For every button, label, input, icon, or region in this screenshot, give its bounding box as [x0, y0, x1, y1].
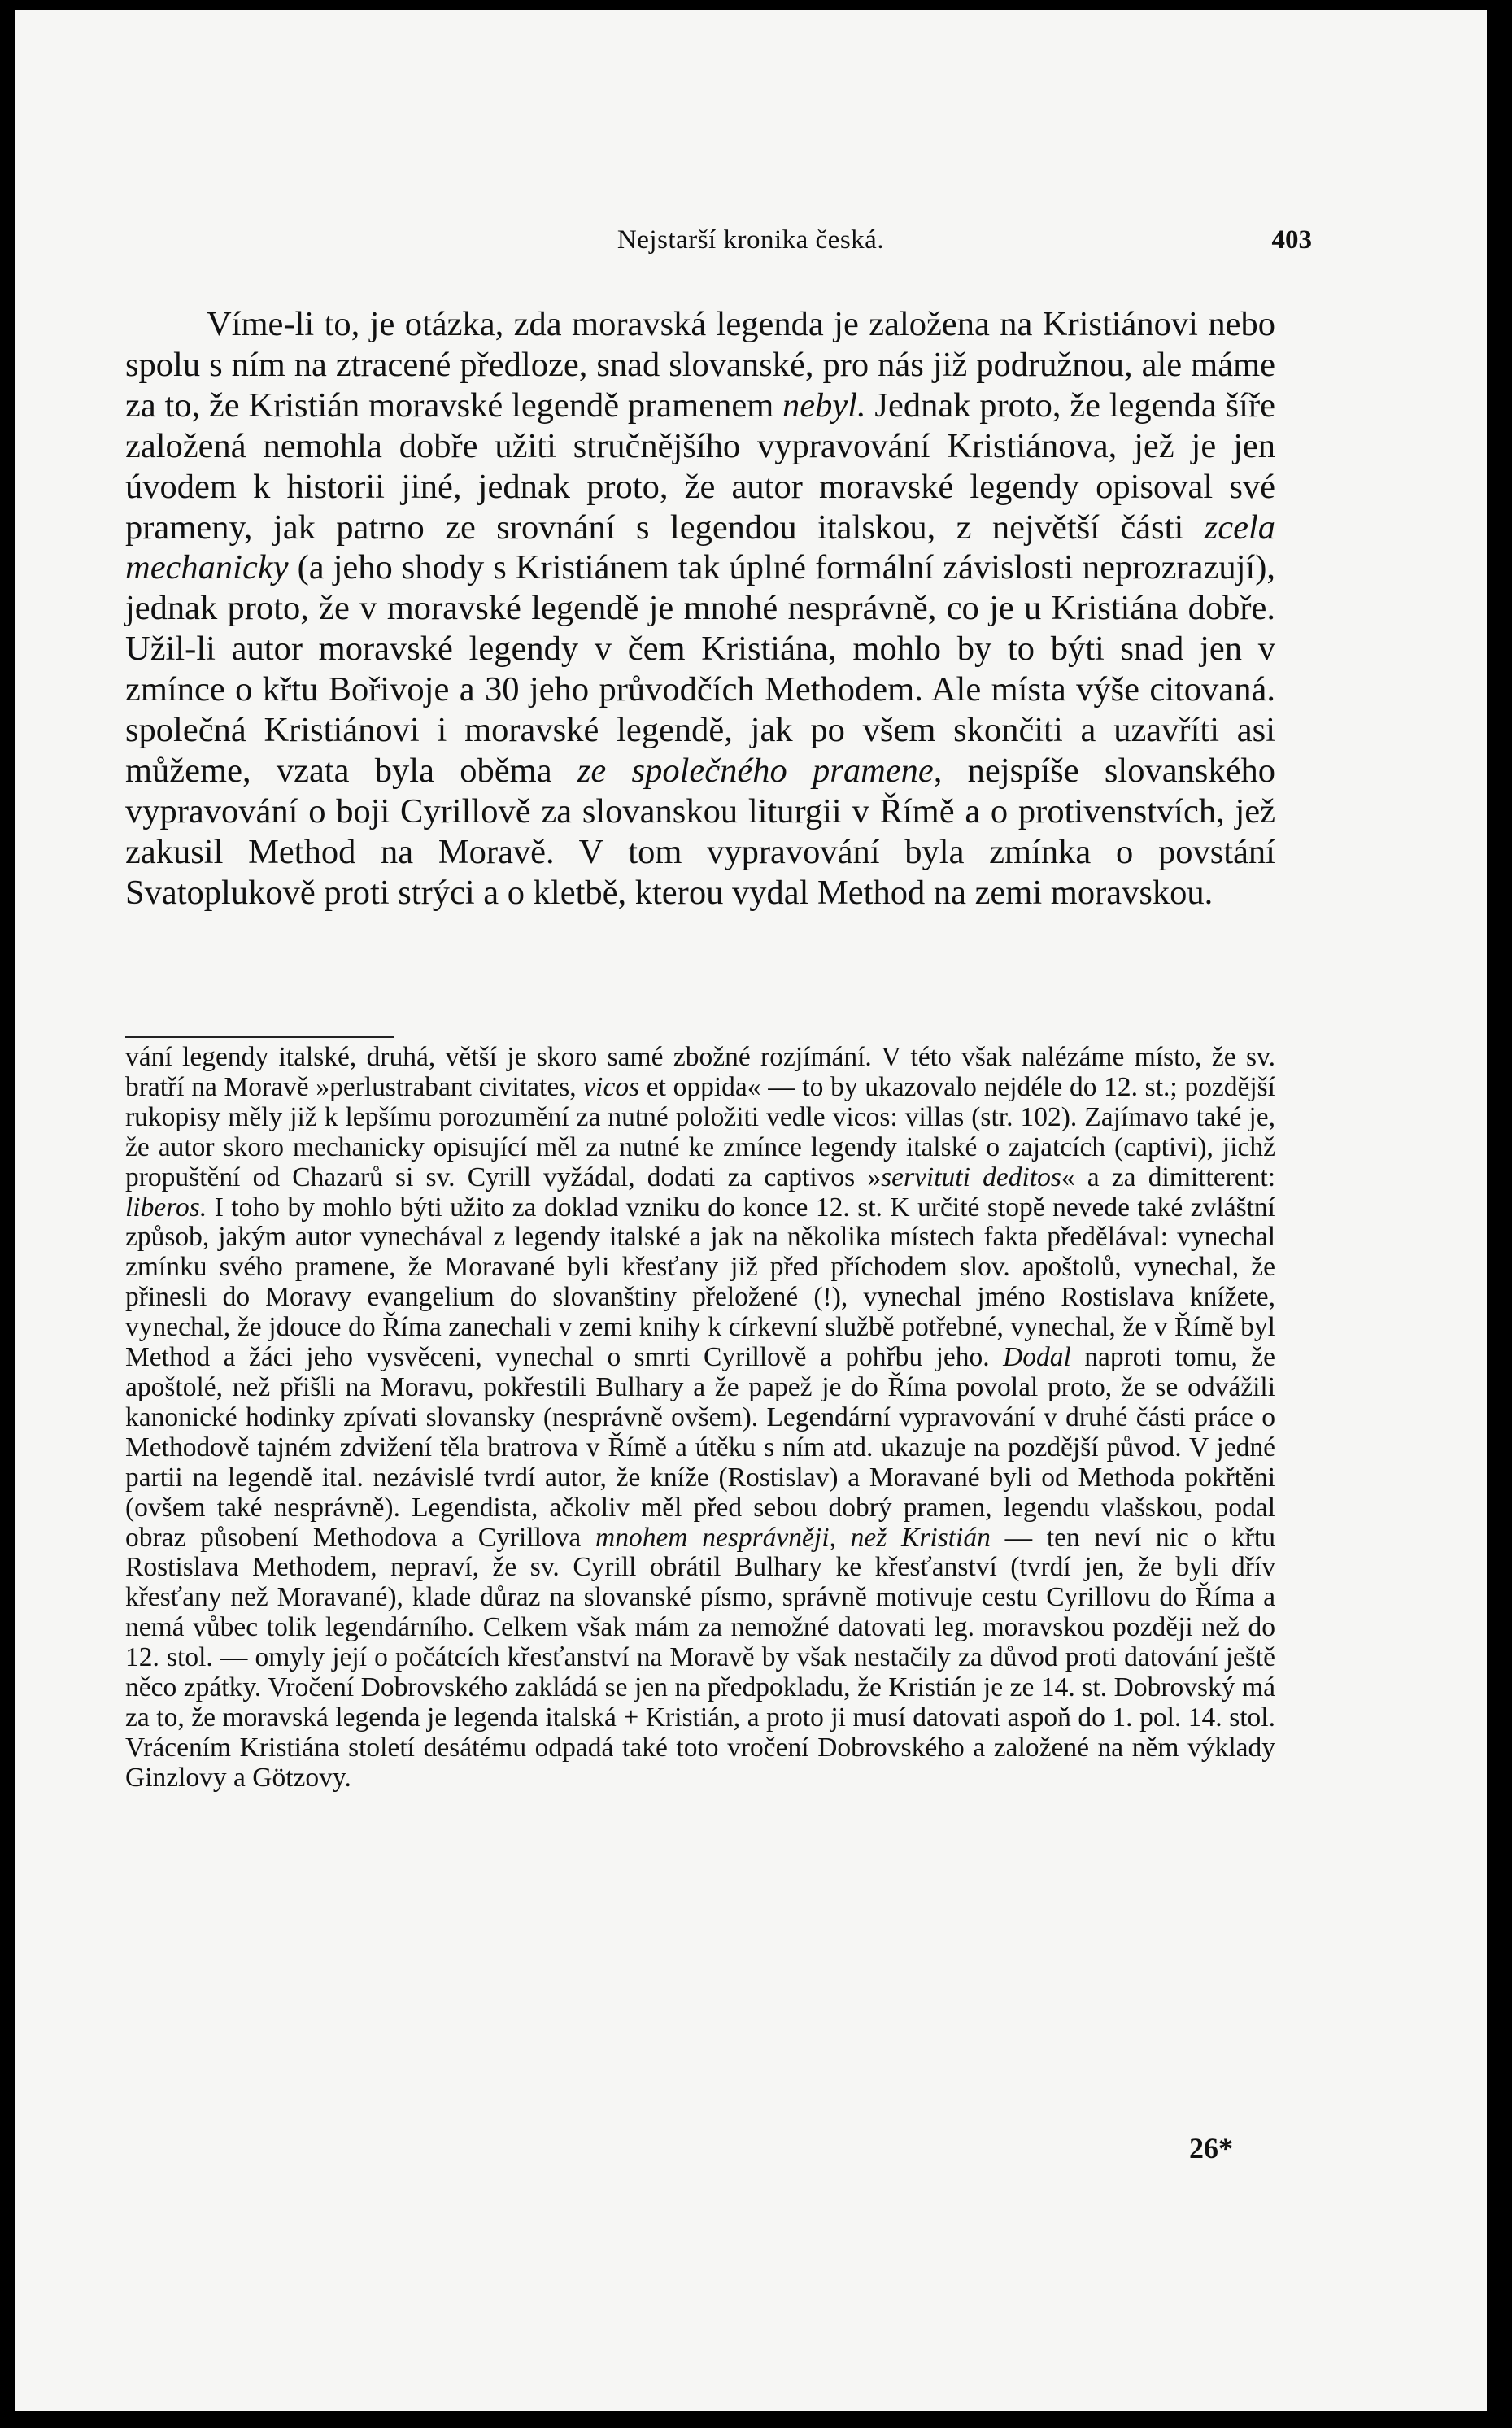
running-title: Nejstarší kronika česká. [617, 225, 885, 255]
footnote-paragraph [125, 1043, 1275, 1794]
text-run: — ten neví nic o křtu Rostislava Methodem, nepraví, že sv. Cyrill obrátil Bulhary ke křesťanství (tvrdí jen, že byli dřív křesťany než Moravané), klade důraz na slovanské písmo, správně motivuje cestu Cyrillovu do Říma a nemá vůbec tolik legendárního. Celkem však mám za nemožné datovati leg. moravskou později než do 12. stol. — omyly její o počátcích křesťanství na Moravě by však nestačily za důvod proti datování ještě něco zpátky. Vročení Dobrovského zakládá se jen na předpokladu, že Kristián je ze 14. st. Dobrovský má za to, že moravská legenda je legenda italská + Kristián, a proto ji musí datovati aspoň do 1. pol. 14. stol. Vrácením Kristiána století desátému odpadá také toto vročení Dobrovského a založené na něm výklady Ginzlovy a Götzovy. [125, 1522, 1275, 1793]
text-run: vání legendy italské, druhá, větší je skoro samé zbožné rozjímání. V této však nalézáme místo, že sv. bratří na Moravě »perlustrabant civitates, [125, 1042, 1275, 1102]
emphasis-spolecneho-pramene: ze společného pramene, [577, 751, 943, 790]
emphasis-mechanicky: zcela mechanicky [125, 508, 1275, 587]
text-run: (a jeho shody s Kristiánem tak úplné formální závislosti neprozrazují), jednak proto, že v moravské legendě je mnohé nesprávně, co je u Kristiána dobře. Užil-li autor moravské legendy v čem Kristiána, mohlo by to býti snad jen v zmínce o křtu Bořivoje a 30 jeho průvodčích Methodem. Ale místa výše citovaná. společná Kristiánovi i moravské legendě, jak po všem skončiti a uzavříti asi můžeme, vzata byla oběma [125, 548, 1275, 790]
footnote-divider [125, 1036, 394, 1038]
text-run: Jednak proto, že legenda šíře založená nemohla dobře užiti stručnějšího vypravování Kristiánova, jež je jen úvodem k historii jiné, jednak proto, že autor moravské legendy opisoval své prameny, jak patrno ze srovnání s legendou italskou, z největší části [125, 386, 1276, 547]
book-page [15, 10, 1487, 2411]
emphasis-vicos: vicos [583, 1071, 640, 1102]
page-header [15, 225, 1487, 274]
printer-signature-mark: 26* [1189, 2132, 1233, 2164]
emphasis-mnohem-nespravneji: mnohem nesprávněji, než Kristián [595, 1522, 991, 1553]
text-run: nejspíše slovanského vypravování o boji Cyrillově za slovanskou liturgii v Římě a o protivenstvích, jež zakusil Method na Moravě. V tom vypravování byla zmínka o povstání Svatoplukově proti strýci a o kletbě, kterou vydal Method na zemi moravskou. [125, 751, 1275, 912]
emphasis-liberos: liberos. [125, 1192, 207, 1223]
text-run: « a za dimitterent: [1061, 1162, 1276, 1192]
text-run: et oppida« — to by ukazovalo nejdéle do 12. st.; pozdější rukopisy měly již k lepšímu porozumění za nutné položiti vedle vicos: villas (str. 102). Zajímavo také je, že autor skoro mechanicky opisující měl za nutné ke zmínce legendy italské o zajatcích (captivi), jichž propuštění od Chazarů si sv. Cyrill vyžádal, dodati za captivos » [125, 1071, 1275, 1192]
footnote-text [125, 1043, 1275, 1794]
emphasis-servituti-deditos: servituti deditos [881, 1162, 1061, 1192]
page-number: 403 [1271, 225, 1312, 255]
text-run: I toho by mohlo býti užito za doklad vzniku do konce 12. st. K určité stopě nevede také zvláštní způsob, jakým autor vynechával z legendy italské a jak na několika místech fakta předělával: vynechal zmínku svého pramene, že Moravané byli křesťany již před příchodem slov. apoštolů, vynechal, že přinesli do Moravy evangelium do slovanštiny přeložené (!), vynechal jméno Rostislava knížete, vynechal, že jdouce do Říma zanechali v zemi knihy k církevní službě potřebné, vynechal, že v Římě byl Method a žáci jeho vysvěceni, vynechal o smrti Cyrillově a pohřbu jeho. [125, 1192, 1275, 1373]
main-paragraph [125, 304, 1275, 913]
text-run: naproti tomu, že apoštolé, než přišli na Moravu, pokřestili Bulhary a že papež je do Říma povolal proto, že se odvážili kanonické hodinky zpívati slovansky (nesprávně ovšem). Legendární vypravování v druhé části práce o Methodově tajném zdvižení těla bratrova v Římě a útěku s ním atd. ukazuje na pozdější původ. V jedné partii na legendě ital. nezávislé tvrdí autor, že kníže (Rostislav) a Moravané byli od Methoda pokřtěni (ovšem také nesprávně). Legendista, ačkoliv měl před sebou dobrý pramen, legendu vlašskou, podal obraz působení Methodova a Cyrillova [125, 1342, 1275, 1553]
text-run: Víme-li to, je otázka, zda moravská legenda je založena na Kristiánovi nebo spolu s ním na ztracené předloze, snad slovanské, pro nás již podružnou, ale máme za to, že Kristián moravské legendě pramenem [125, 305, 1275, 425]
emphasis-dodal: Dodal [1003, 1342, 1071, 1373]
emphasis-nebyl: nebyl. [782, 386, 866, 425]
main-body-text [125, 304, 1275, 913]
